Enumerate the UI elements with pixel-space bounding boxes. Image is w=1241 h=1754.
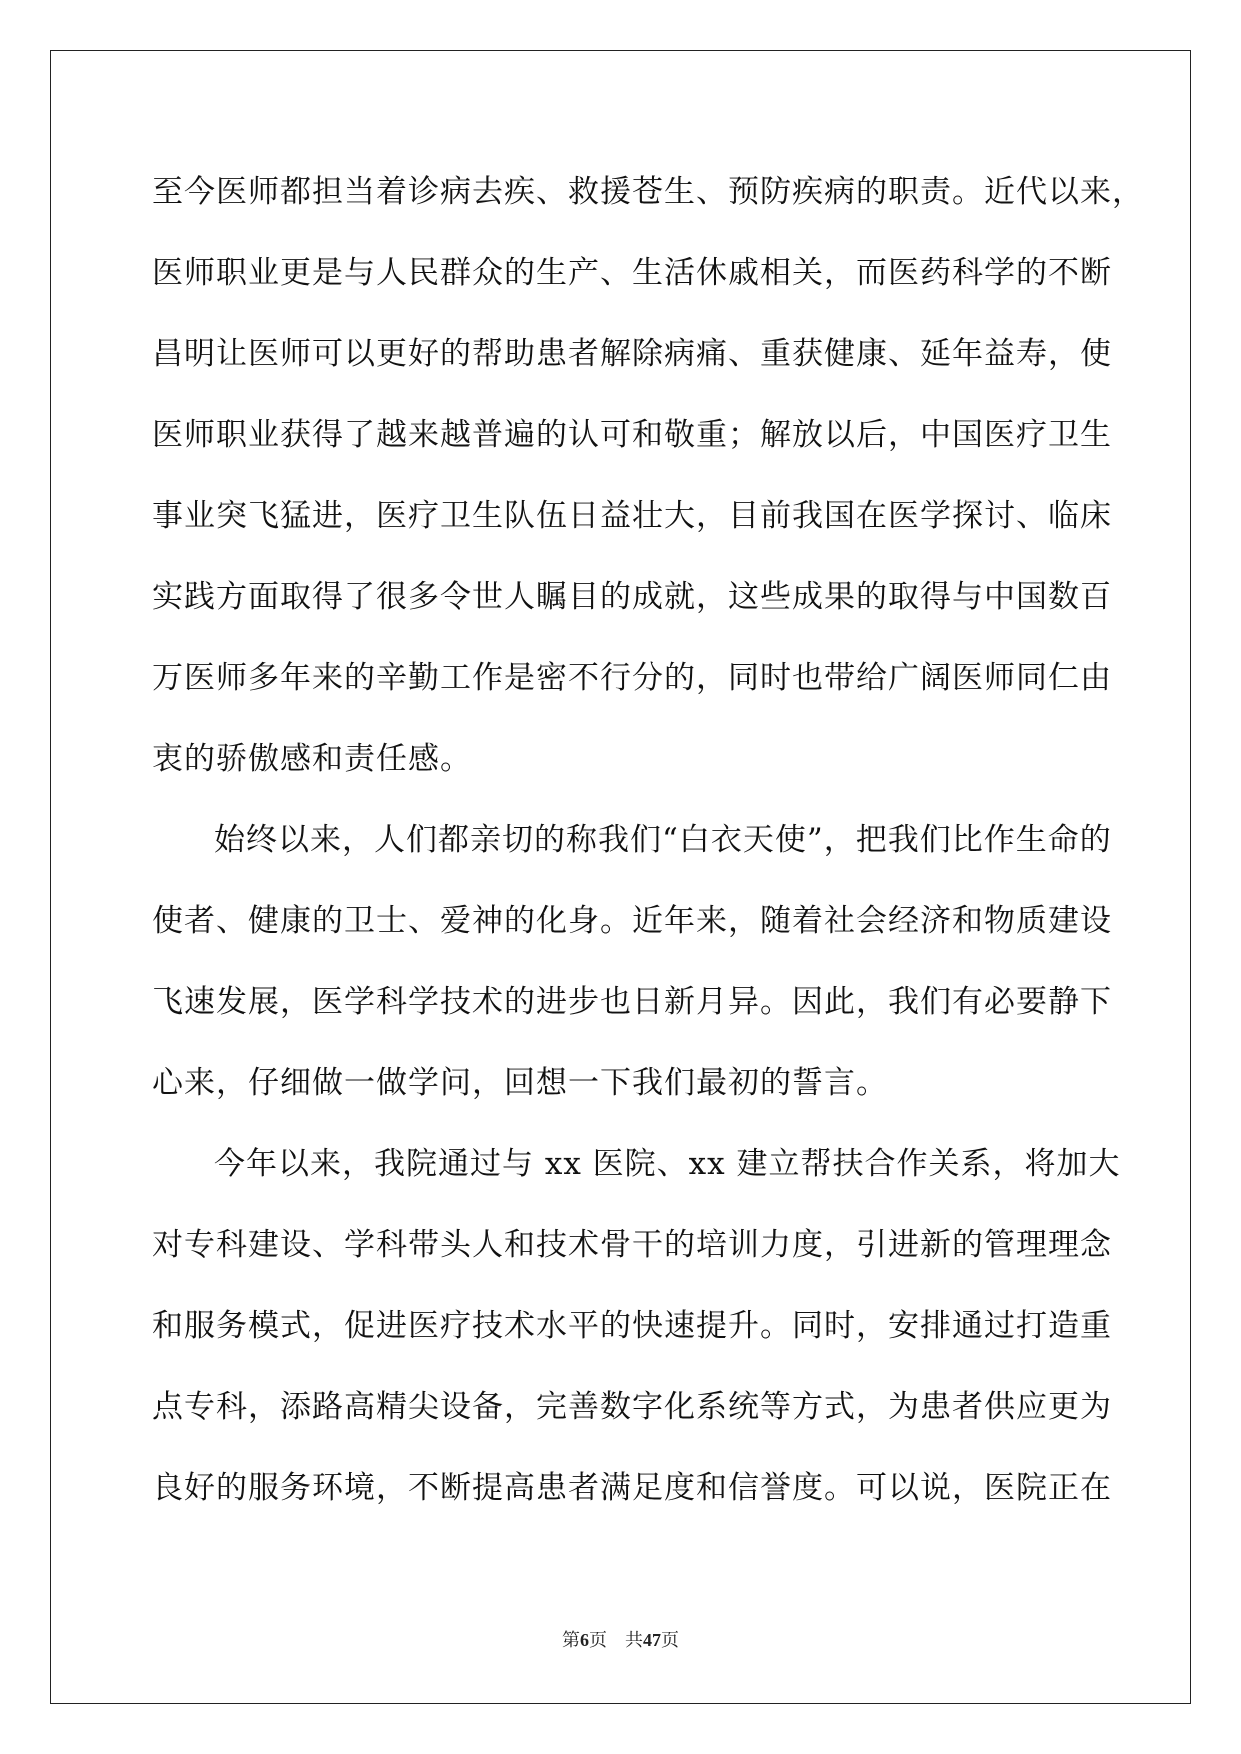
- paragraph-line: 至今医师都担当着诊病去疾、救援苍生、预防疾病的职责。近代以来，: [152, 174, 1144, 210]
- paragraph-line: 医师职业获得了越来越普遍的认可和敬重；解放以后，中国医疗卫生: [152, 417, 1112, 453]
- paragraph-line: 和服务模式，促进医疗技术水平的快速提升。同时，安排通过打造重: [152, 1308, 1112, 1344]
- paragraph-line: 实践方面取得了很多令世人瞩目的成就，这些成果的取得与中国数百: [152, 579, 1112, 615]
- paragraph-line: 心来，仔细做一做学问，回想一下我们最初的誓言。: [152, 1065, 888, 1101]
- page-prefix: 第: [562, 1630, 580, 1650]
- page-number: 6: [580, 1630, 589, 1650]
- paragraph-line: 始终以来，人们都亲切的称我们“白衣天使”，把我们比作生命的: [214, 822, 1112, 858]
- paragraph-line: 飞速发展，医学科学技术的进步也日新月异。因此，我们有必要静下: [152, 984, 1112, 1020]
- page-footer: [0, 1628, 1241, 1652]
- paragraph-line: 昌明让医师可以更好的帮助患者解除病痛、重获健康、延年益寿，使: [152, 336, 1112, 372]
- paragraph-line: 今年以来，我院通过与 xx 医院、xx 建立帮扶合作关系，将加大: [214, 1146, 1121, 1182]
- page-suffix: 页: [589, 1630, 607, 1650]
- document-body: [152, 152, 1144, 1529]
- paragraph-line: 医师职业更是与人民群众的生产、生活休戚相关，而医药科学的不断: [152, 255, 1112, 291]
- total-prefix: 共: [625, 1630, 643, 1650]
- paragraph-line: 良好的服务环境，不断提高患者满足度和信誉度。可以说，医院正在: [152, 1470, 1112, 1506]
- paragraph-line: 使者、健康的卫士、爱神的化身。近年来，随着社会经济和物质建设: [152, 903, 1112, 939]
- paragraph-line: 万医师多年来的辛勤工作是密不行分的，同时也带给广阔医师同仁由: [152, 660, 1112, 696]
- total-suffix: 页: [661, 1630, 679, 1650]
- paragraph-line: 点专科，添路高精尖设备，完善数字化系统等方式，为患者供应更为: [152, 1389, 1112, 1425]
- paragraph-line: 事业突飞猛进，医疗卫生队伍日益壮大，目前我国在医学探讨、临床: [152, 498, 1112, 534]
- total-pages: 47: [643, 1630, 661, 1650]
- paragraph-line: 衷的骄傲感和责任感。: [152, 741, 472, 777]
- paragraph-line: 对专科建设、学科带头人和技术骨干的培训力度，引进新的管理理念: [152, 1227, 1112, 1263]
